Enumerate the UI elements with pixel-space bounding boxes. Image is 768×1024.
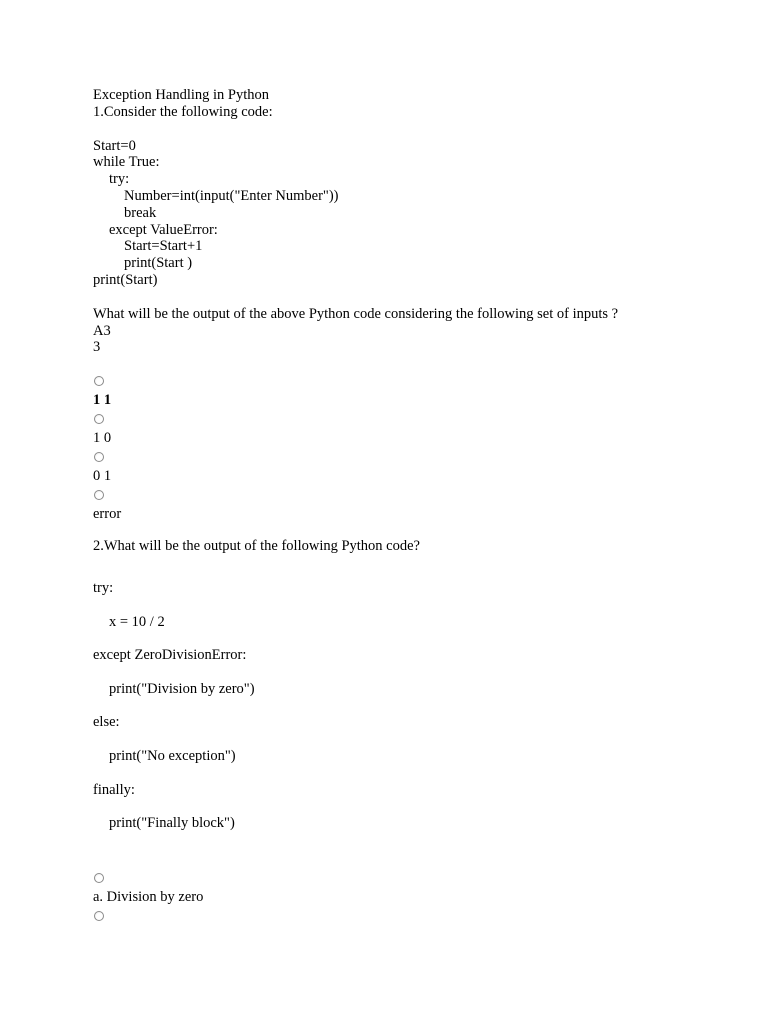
code-line: print(Start): [93, 271, 158, 288]
code-line: print("Division by zero"): [109, 680, 255, 697]
question-1-prompt: 1.Consider the following code:: [93, 103, 273, 120]
code-line: Start=0: [93, 137, 136, 154]
question-1-text: What will be the output of the above Python code considering the following set of inputs ?: [93, 305, 619, 322]
question-2-prompt: 2.What will be the output of the following Python code?: [93, 538, 420, 555]
q2-option-a-radio[interactable]: [94, 873, 104, 883]
code-line: except ValueError:: [109, 221, 218, 238]
option-3-label: 0 1: [93, 468, 112, 485]
code-line: while True:: [93, 154, 160, 171]
code-line: x = 10 / 2: [109, 613, 165, 630]
document-page: [93, 87, 713, 923]
document-title: Exception Handling in Python: [93, 87, 269, 103]
input-line: 3: [93, 339, 101, 356]
code-line: break: [124, 204, 157, 221]
option-3-radio[interactable]: [94, 452, 104, 462]
q2-option-a-label: a. Division by zero: [93, 888, 204, 905]
option-4-label: error: [93, 506, 122, 523]
option-2-radio[interactable]: [94, 414, 104, 424]
code-line: print(Start ): [124, 255, 193, 272]
input-line: A3: [93, 322, 111, 339]
option-1-radio[interactable]: [94, 376, 104, 386]
code-line: print("Finally block"): [109, 815, 235, 832]
q2-option-b-radio[interactable]: [94, 911, 104, 921]
code-line: try:: [93, 579, 114, 596]
code-line: Number=int(input("Enter Number")): [124, 187, 339, 204]
option-4-radio[interactable]: [94, 490, 104, 500]
code-line: Start=Start+1: [124, 238, 203, 255]
question-1-code: [93, 138, 713, 289]
option-1-label: 1 1: [93, 392, 112, 409]
code-line: try:: [109, 171, 130, 188]
option-2-label: 1 0: [93, 430, 112, 447]
code-line: finally:: [93, 781, 135, 798]
code-line: except ZeroDivisionError:: [93, 647, 247, 664]
code-line: else:: [93, 714, 120, 731]
question-2-code: [93, 572, 713, 841]
code-line: print("No exception"): [109, 747, 236, 764]
